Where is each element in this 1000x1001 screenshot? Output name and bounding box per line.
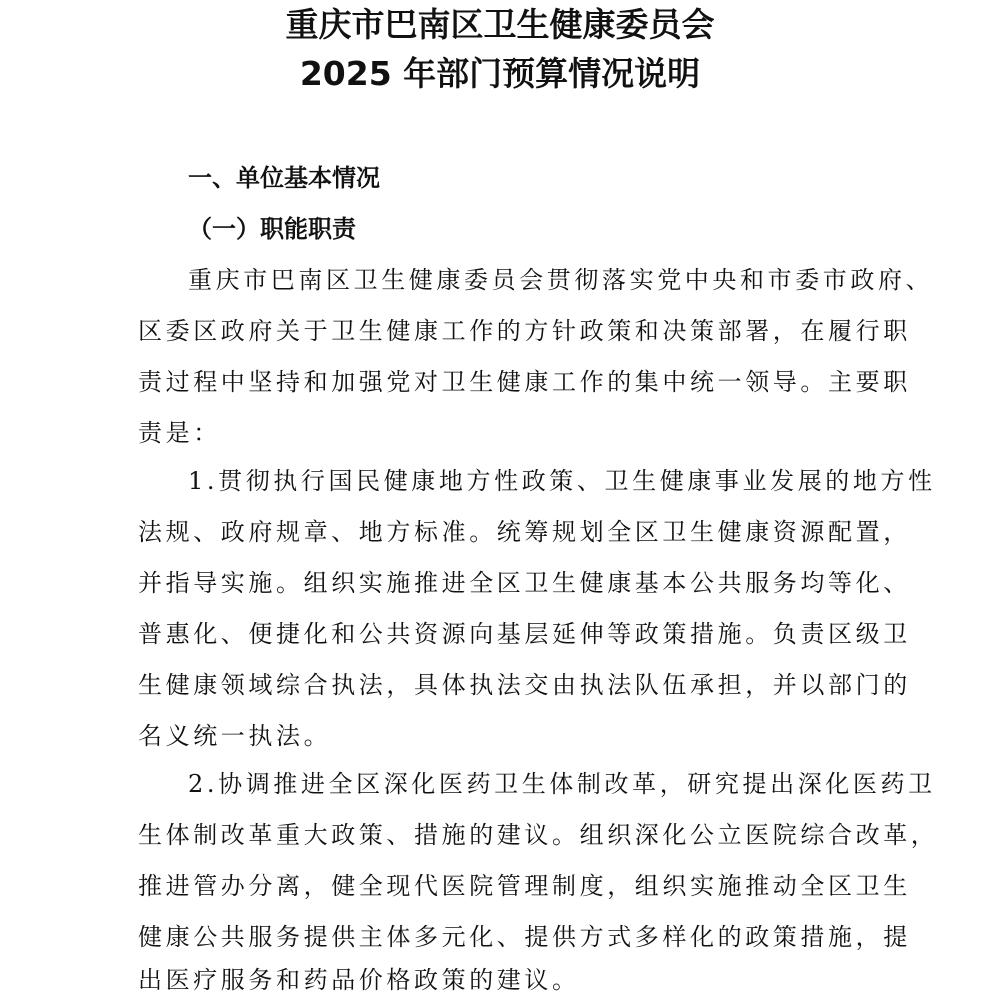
section-heading-unit-basics: 一、单位基本情况 [188, 164, 380, 192]
document-title-line-2: 2025 年部门预算情况说明 [299, 54, 701, 93]
subsection-heading-duties: （一）职能职责 [188, 214, 356, 243]
item-1-line: 并指导实施。组织实施推进全区卫生健康基本公共服务均等化、 [138, 569, 911, 597]
item-2-line: 出医疗服务和药品价格政策的建议。 [138, 966, 580, 994]
item-1-line: 生健康领域综合执法，具体执法交由执法队伍承担，并以部门的 [138, 671, 911, 699]
item-1-line: 普惠化、便捷化和公共资源向基层延伸等政策措施。负责区级卫 [138, 620, 911, 648]
intro-paragraph-line: 重庆市巴南区卫生健康委员会贯彻落实党中央和市委市政府、 [188, 266, 934, 294]
item-2-line: 推进管办分离，健全现代医院管理制度，组织实施推动全区卫生 [138, 872, 911, 900]
item-1-line: 法规、政府规章、地方标准。统筹规划全区卫生健康资源配置， [138, 518, 911, 546]
item-2-line: 生体制改革重大政策、措施的建议。组织深化公立医院综合改革， [138, 821, 939, 849]
item-2-line: 2.协调推进全区深化医药卫生体制改革，研究提出深化医药卫 [188, 770, 936, 798]
document-title-line-1: 重庆市巴南区卫生健康委员会 [285, 5, 715, 44]
item-1-line: 名义统一执法。 [138, 722, 332, 750]
intro-paragraph-line: 责过程中坚持和加强党对卫生健康工作的集中统一领导。主要职 [138, 368, 911, 396]
item-1-line: 1.贯彻执行国民健康地方性政策、卫生健康事业发展的地方性 [188, 467, 936, 495]
item-2-line: 健康公共服务提供主体多元化、提供方式多样化的政策措施，提 [138, 923, 911, 951]
intro-paragraph-line: 责是： [138, 419, 221, 447]
intro-paragraph-line: 区委区政府关于卫生健康工作的方针政策和决策部署，在履行职 [138, 317, 911, 345]
